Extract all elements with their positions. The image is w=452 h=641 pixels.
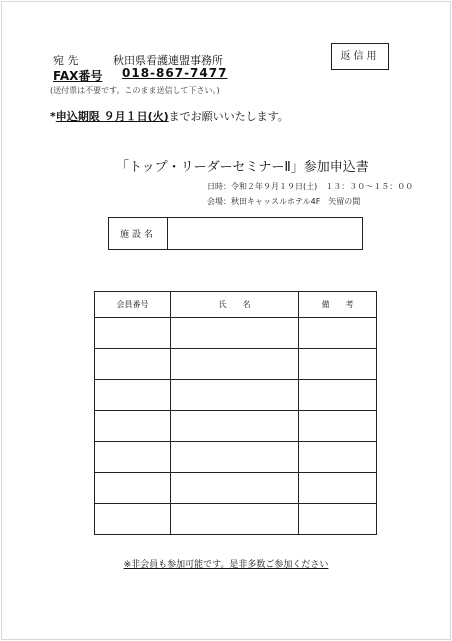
remarks-cell[interactable] [299, 442, 377, 473]
name-cell[interactable] [171, 411, 299, 442]
facility-box [108, 217, 363, 250]
name-cell[interactable] [171, 349, 299, 380]
remarks-cell[interactable] [299, 380, 377, 411]
table-row [95, 411, 377, 442]
remarks-cell[interactable] [299, 473, 377, 504]
deadline-date: 申込期限 ９月１日(火) [55, 110, 169, 123]
member-number-cell[interactable] [95, 442, 171, 473]
name-cell[interactable] [171, 504, 299, 535]
member-number-cell[interactable] [95, 411, 171, 442]
member-number-cell[interactable] [95, 504, 171, 535]
addressee-value: 秋田県看護連盟事務所 [113, 54, 223, 67]
table-header-row [95, 292, 377, 318]
facility-field[interactable] [168, 218, 362, 249]
name-cell[interactable] [171, 380, 299, 411]
deadline-asterisk: * [50, 110, 56, 123]
member-number-cell[interactable] [95, 380, 171, 411]
deadline-suffix: までお願いいたします。 [168, 110, 289, 123]
event-date: 日時：令和２年９月１９日(土) １３：３０～１５：００ [207, 182, 414, 191]
footer-note-text: ※非会員も参加可能です。是非多数ご参加ください [123, 560, 329, 570]
addressee-label: 宛 先 [53, 54, 79, 67]
remarks-cell[interactable] [299, 411, 377, 442]
table-row [95, 380, 377, 411]
form-title: 「トップ・リーダーセミナーⅡ」参加申込書 [116, 160, 369, 175]
table-row [95, 349, 377, 380]
table-row [95, 442, 377, 473]
remarks-cell[interactable] [299, 504, 377, 535]
remarks-cell[interactable] [299, 318, 377, 349]
member-table [94, 291, 377, 535]
cover-sheet-note: (送付票は不要です。このまま送信して下さい。) [50, 86, 220, 95]
table-row [95, 473, 377, 504]
reply-stamp: 返信用 [331, 43, 389, 70]
member-number-cell[interactable] [95, 349, 171, 380]
table-row [95, 504, 377, 535]
table-row [95, 318, 377, 349]
member-number-cell[interactable] [95, 473, 171, 504]
footer-note [0, 557, 452, 570]
header-remarks: 備 考 [299, 292, 377, 318]
fax-number: 018-867-7477 [122, 66, 228, 80]
facility-label: 施設名 [109, 218, 168, 249]
remarks-cell[interactable] [299, 349, 377, 380]
member-number-cell[interactable] [95, 318, 171, 349]
name-cell[interactable] [171, 318, 299, 349]
name-cell[interactable] [171, 473, 299, 504]
header-name: 氏 名 [171, 292, 299, 318]
fax-label: FAX番号 [53, 69, 103, 83]
header-member-number: 会員番号 [95, 292, 171, 318]
event-venue: 会場：秋田キャッスルホテル4F 矢留の間 [207, 197, 361, 206]
deadline-line [50, 108, 289, 124]
name-cell[interactable] [171, 442, 299, 473]
